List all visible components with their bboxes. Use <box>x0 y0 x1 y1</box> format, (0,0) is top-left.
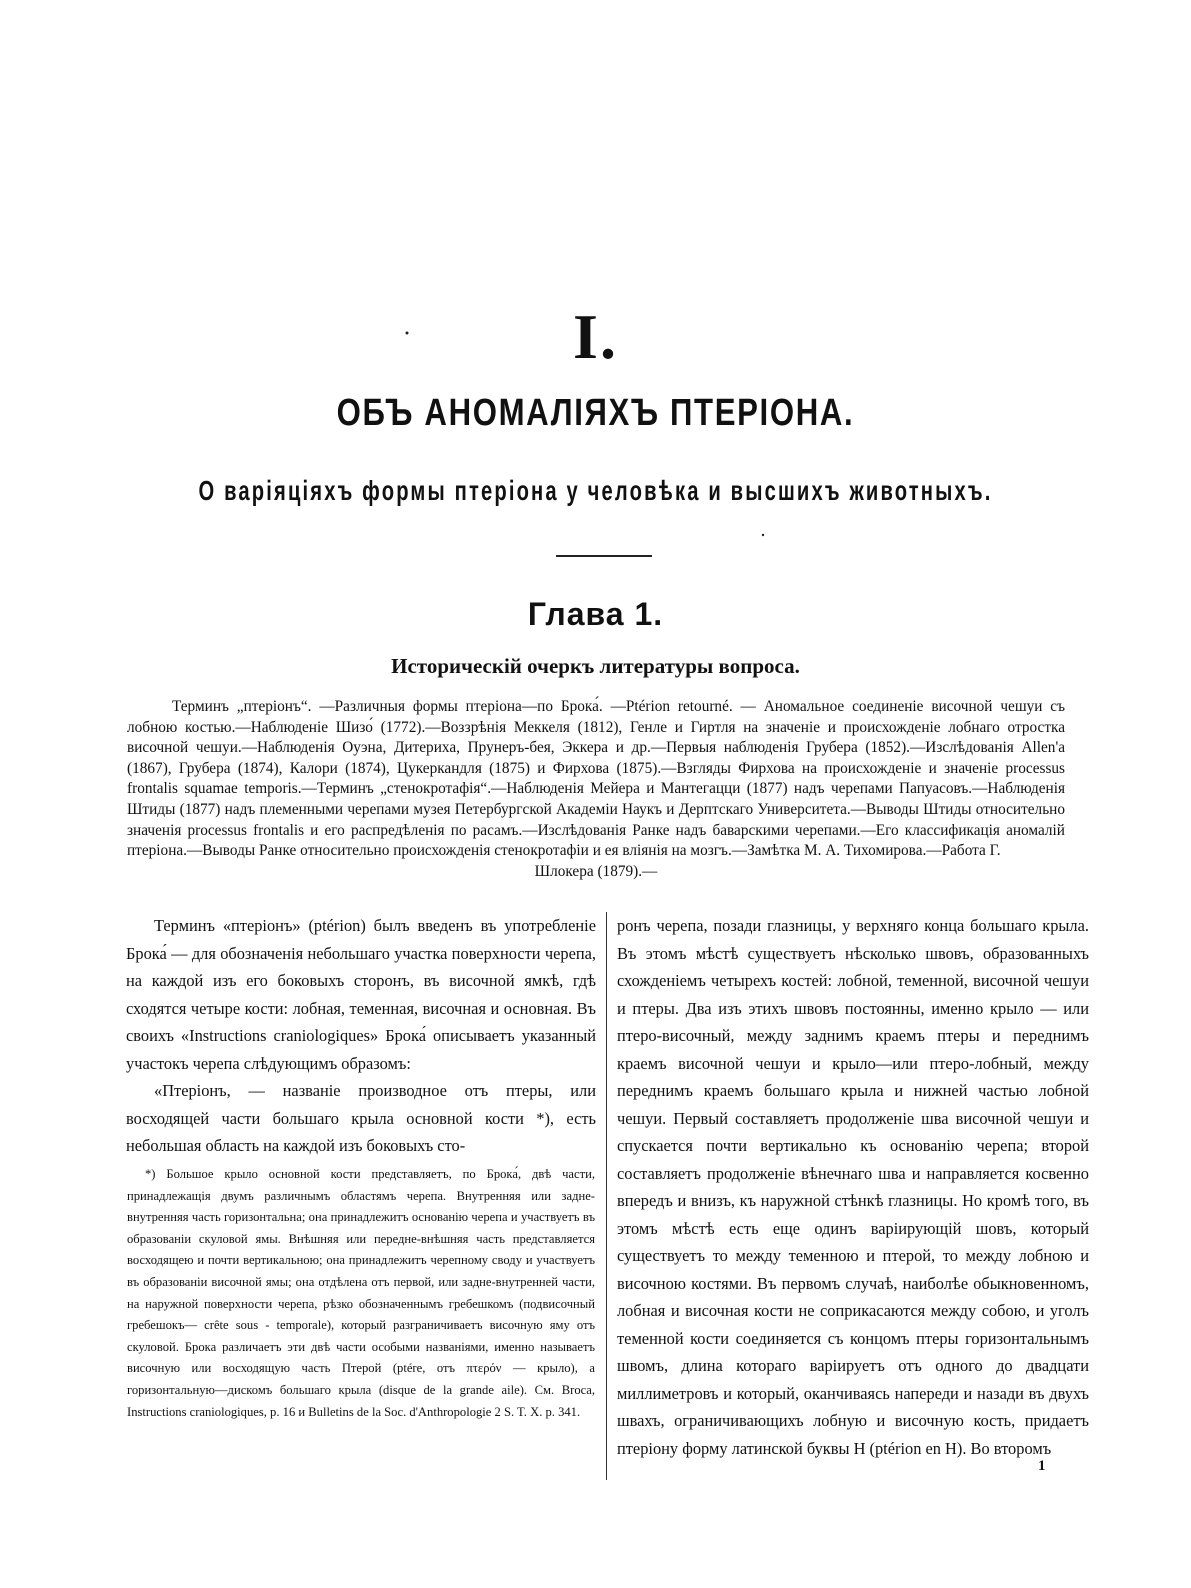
footnote: *) Большое крыло основной кости представляетъ, по Брока́, двѣ части, принадлежащія двумъ различнымъ областямъ черепа. Внутренняя или задне-внутренняя часть горизонтальна; она принадлежитъ основанію черепа и участвуетъ въ образованіи скуловой ямы. Внѣшняя или передне-внѣшняя часть представляется восходящею и почти вертикальною; она принадлежитъ черепному своду и участвуетъ въ образованіи височной ямы; она отдѣлена отъ первой, или задне-внутренней части, на наружной поверхности черепа, рѣзко обозначеннымъ гребешкомъ (подвисочный гребешокъ— crête sous - temporale), который разграничиваетъ височную яму отъ скуловой. Брока различаетъ эти двѣ части особыми названіями, именно называетъ височную или восходящую часть Птерой (ptére, отъ πτερόν — крыло), а горизонтальную—дискомъ большаго крыла (disque de la grande aile). См. Broca, Instructions craniologiques, p. 16 и Bulletins de la Soc. d'Anthropologie 2 S. T. X. p. 341. <box>127 1167 595 1419</box>
synopsis-text: Терминъ „птеріонъ“. —Различныя формы птеріона—по Брока́. —Ptérion retourné. — Аномальное соединеніе височной чешуи съ лобною костью.—Наблюденіе Шизо́ (1772).—Воззрѣнія Меккеля (1812), Генле и Гиртля на значеніе и происхожденіе лобнаго отростка височной чешуи.—Наблюденія Оуэна, Дитериха, Прунеръ-бея, Эккера и др.—Первыя наблюденія Грубера (1852).—Изслѣдованія Allen'a (1867), Грубера (1874), Калори (1874), Цукеркандля (1875) и Фирхова (1875).—Взгляды Фирхова на происхожденіе и значеніе processus frontalis squamae temporis.—Терминъ „стенокротафія“.—Наблюденія Мейера и Мантегацци (1877) надъ черепами Папуасовъ.—Наблюденія Штиды (1877) надъ племенными черепами музея Петербургской Академіи Наукъ и Дерптскаго Университета.—Выводы Штиды относительно значенія processus frontalis и его распредѣленія по расамъ.—Изслѣдованія Ранке надъ баварскими черепами.—Его классификація аномалій птеріона.—Выводы Ранке относительно происхожденія стенокротафіи и ея вліянія на мозгъ.—Замѣтка М. А. Тихомирова.—Работа Г. <box>127 698 1065 860</box>
chapter-heading: Глава 1. <box>527 596 664 632</box>
roman-numeral: I. <box>573 301 618 372</box>
chapter-synopsis <box>127 697 1065 882</box>
subtitle: О варіяціяхъ формы птеріона у человѣка и высшихъ животныхъ. <box>198 475 993 506</box>
right-column <box>617 912 1089 1462</box>
main-title: ОБЪ АНОМАЛІЯХЪ ПТЕРІОНА. <box>336 392 855 434</box>
page-number: 1 <box>1038 1458 1046 1474</box>
left-paragraph-2: «Птеріонъ, — названіе производное отъ птеры, или восходящей части большаго крыла основной кости *), есть небольшая область на каждой изъ боковыхъ сто- <box>126 1081 596 1155</box>
synopsis-last-line: Шлокера (1879).— <box>534 862 658 880</box>
left-paragraph-1: Терминъ «птеріонъ» (ptérion) былъ введенъ въ употребленіе Брока́ — для обозначенія небольшаго участка поверхности черепа, на каждой изъ его боковыхъ сторонъ, въ височной ямкѣ, гдѣ сходятся четыре кости: лобная, теменная, височная и основная. Въ своихъ «Instructions craniologiques» Брока́ описываетъ указанный участокъ черепа слѣдующимъ образомъ: <box>126 916 596 1073</box>
column-divider <box>606 912 607 1480</box>
right-paragraph: ронъ черепа, позади глазницы, у верхняго конца большаго крыла. Въ этомъ мѣстѣ существуетъ нѣсколько швовъ, образованныхъ схожденіемъ четырехъ костей: лобной, теменной, височной чешуи и птеры. Два изъ этихъ швовъ постоянны, именно крыло — или птеро-височный, между заднимъ краемъ птеры и переднимъ краемъ височной чешуи и крыло—или птеро-лобный, между переднимъ краемъ большаго крыла и нижней частью лобной чешуи. Первый составляетъ продолженіе шва височной чешуи и спускается почти вертикально къ основанію черепа; второй составляетъ продолженіе вѣнечнаго шва и направляется косвенно впередъ и внизъ, къ наружной стѣнкѣ глазницы. Но кромѣ того, въ этомъ мѣстѣ есть еще одинъ варіирующій шовъ, который существуетъ то между теменною и птерой, то между лобною и височною костями. Въ первомъ случаѣ, наиболѣе обыкновенномъ, лобная и височная кости не соприкасаются между собою, и уголъ теменной кости соединяется съ концомъ птеры горизонтальнымъ швомъ, длина котораго варіируетъ отъ одного до двадцати миллиметровъ и который, оканчиваясь напереди и назади въ двухъ швахъ, ограничивающихъ лобную и височную кость, придаетъ птеріону форму латинской буквы H (ptérion en H). Во второмъ <box>617 916 1089 1458</box>
chapter-title: Историческій очеркъ литературы вопроса. <box>391 654 800 678</box>
left-column <box>126 912 596 1160</box>
title-rule <box>556 555 652 557</box>
